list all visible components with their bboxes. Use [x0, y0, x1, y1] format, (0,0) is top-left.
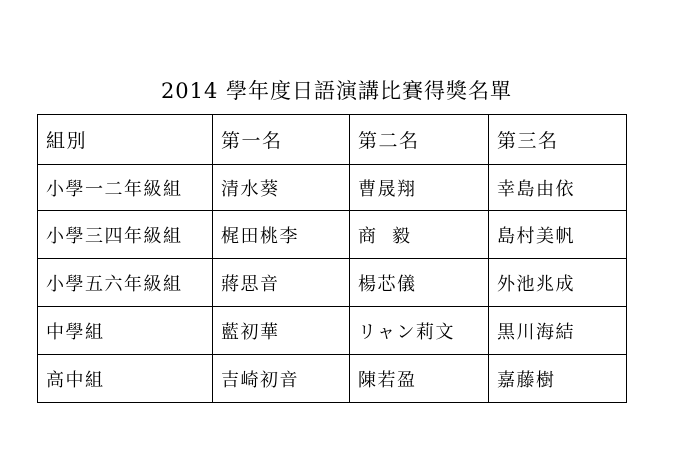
group-cell: 小學五六年級組 — [38, 259, 213, 307]
award-table — [37, 114, 627, 403]
table-row — [38, 307, 627, 355]
first-place-cell: 蔣思音 — [213, 259, 350, 307]
third-place-cell: 島村美帆 — [489, 211, 627, 259]
second-place-cell: 楊芯儀 — [350, 259, 489, 307]
second-place-cell: 商 毅 — [350, 211, 489, 259]
first-place-cell: 吉崎初音 — [213, 355, 350, 403]
third-place-cell: 外池兆成 — [489, 259, 627, 307]
group-cell: 小學三四年級組 — [38, 211, 213, 259]
first-place-cell: 藍初華 — [213, 307, 350, 355]
third-place-cell: 嘉藤樹 — [489, 355, 627, 403]
second-place-cell: 陳若盈 — [350, 355, 489, 403]
first-place-cell: 清水葵 — [213, 165, 350, 211]
group-cell: 小學一二年級組 — [38, 165, 213, 211]
document-title: 2014 學年度日語演講比賽得獎名單 — [160, 79, 513, 103]
header-first-place: 第一名 — [213, 115, 350, 165]
table-row — [38, 259, 627, 307]
second-place-cell: 曹晟翔 — [350, 165, 489, 211]
group-cell: 高中組 — [38, 355, 213, 403]
group-cell: 中學組 — [38, 307, 213, 355]
table-header-row — [38, 115, 627, 165]
header-group: 組別 — [38, 115, 213, 165]
header-second-place: 第二名 — [350, 115, 489, 165]
third-place-cell: 幸島由依 — [489, 165, 627, 211]
first-place-cell: 梶田桃李 — [213, 211, 350, 259]
table-row — [38, 355, 627, 403]
second-place-cell: リャン莉文 — [350, 307, 489, 355]
table-row — [38, 165, 627, 211]
header-third-place: 第三名 — [489, 115, 627, 165]
third-place-cell: 黒川海結 — [489, 307, 627, 355]
table-row — [38, 211, 627, 259]
